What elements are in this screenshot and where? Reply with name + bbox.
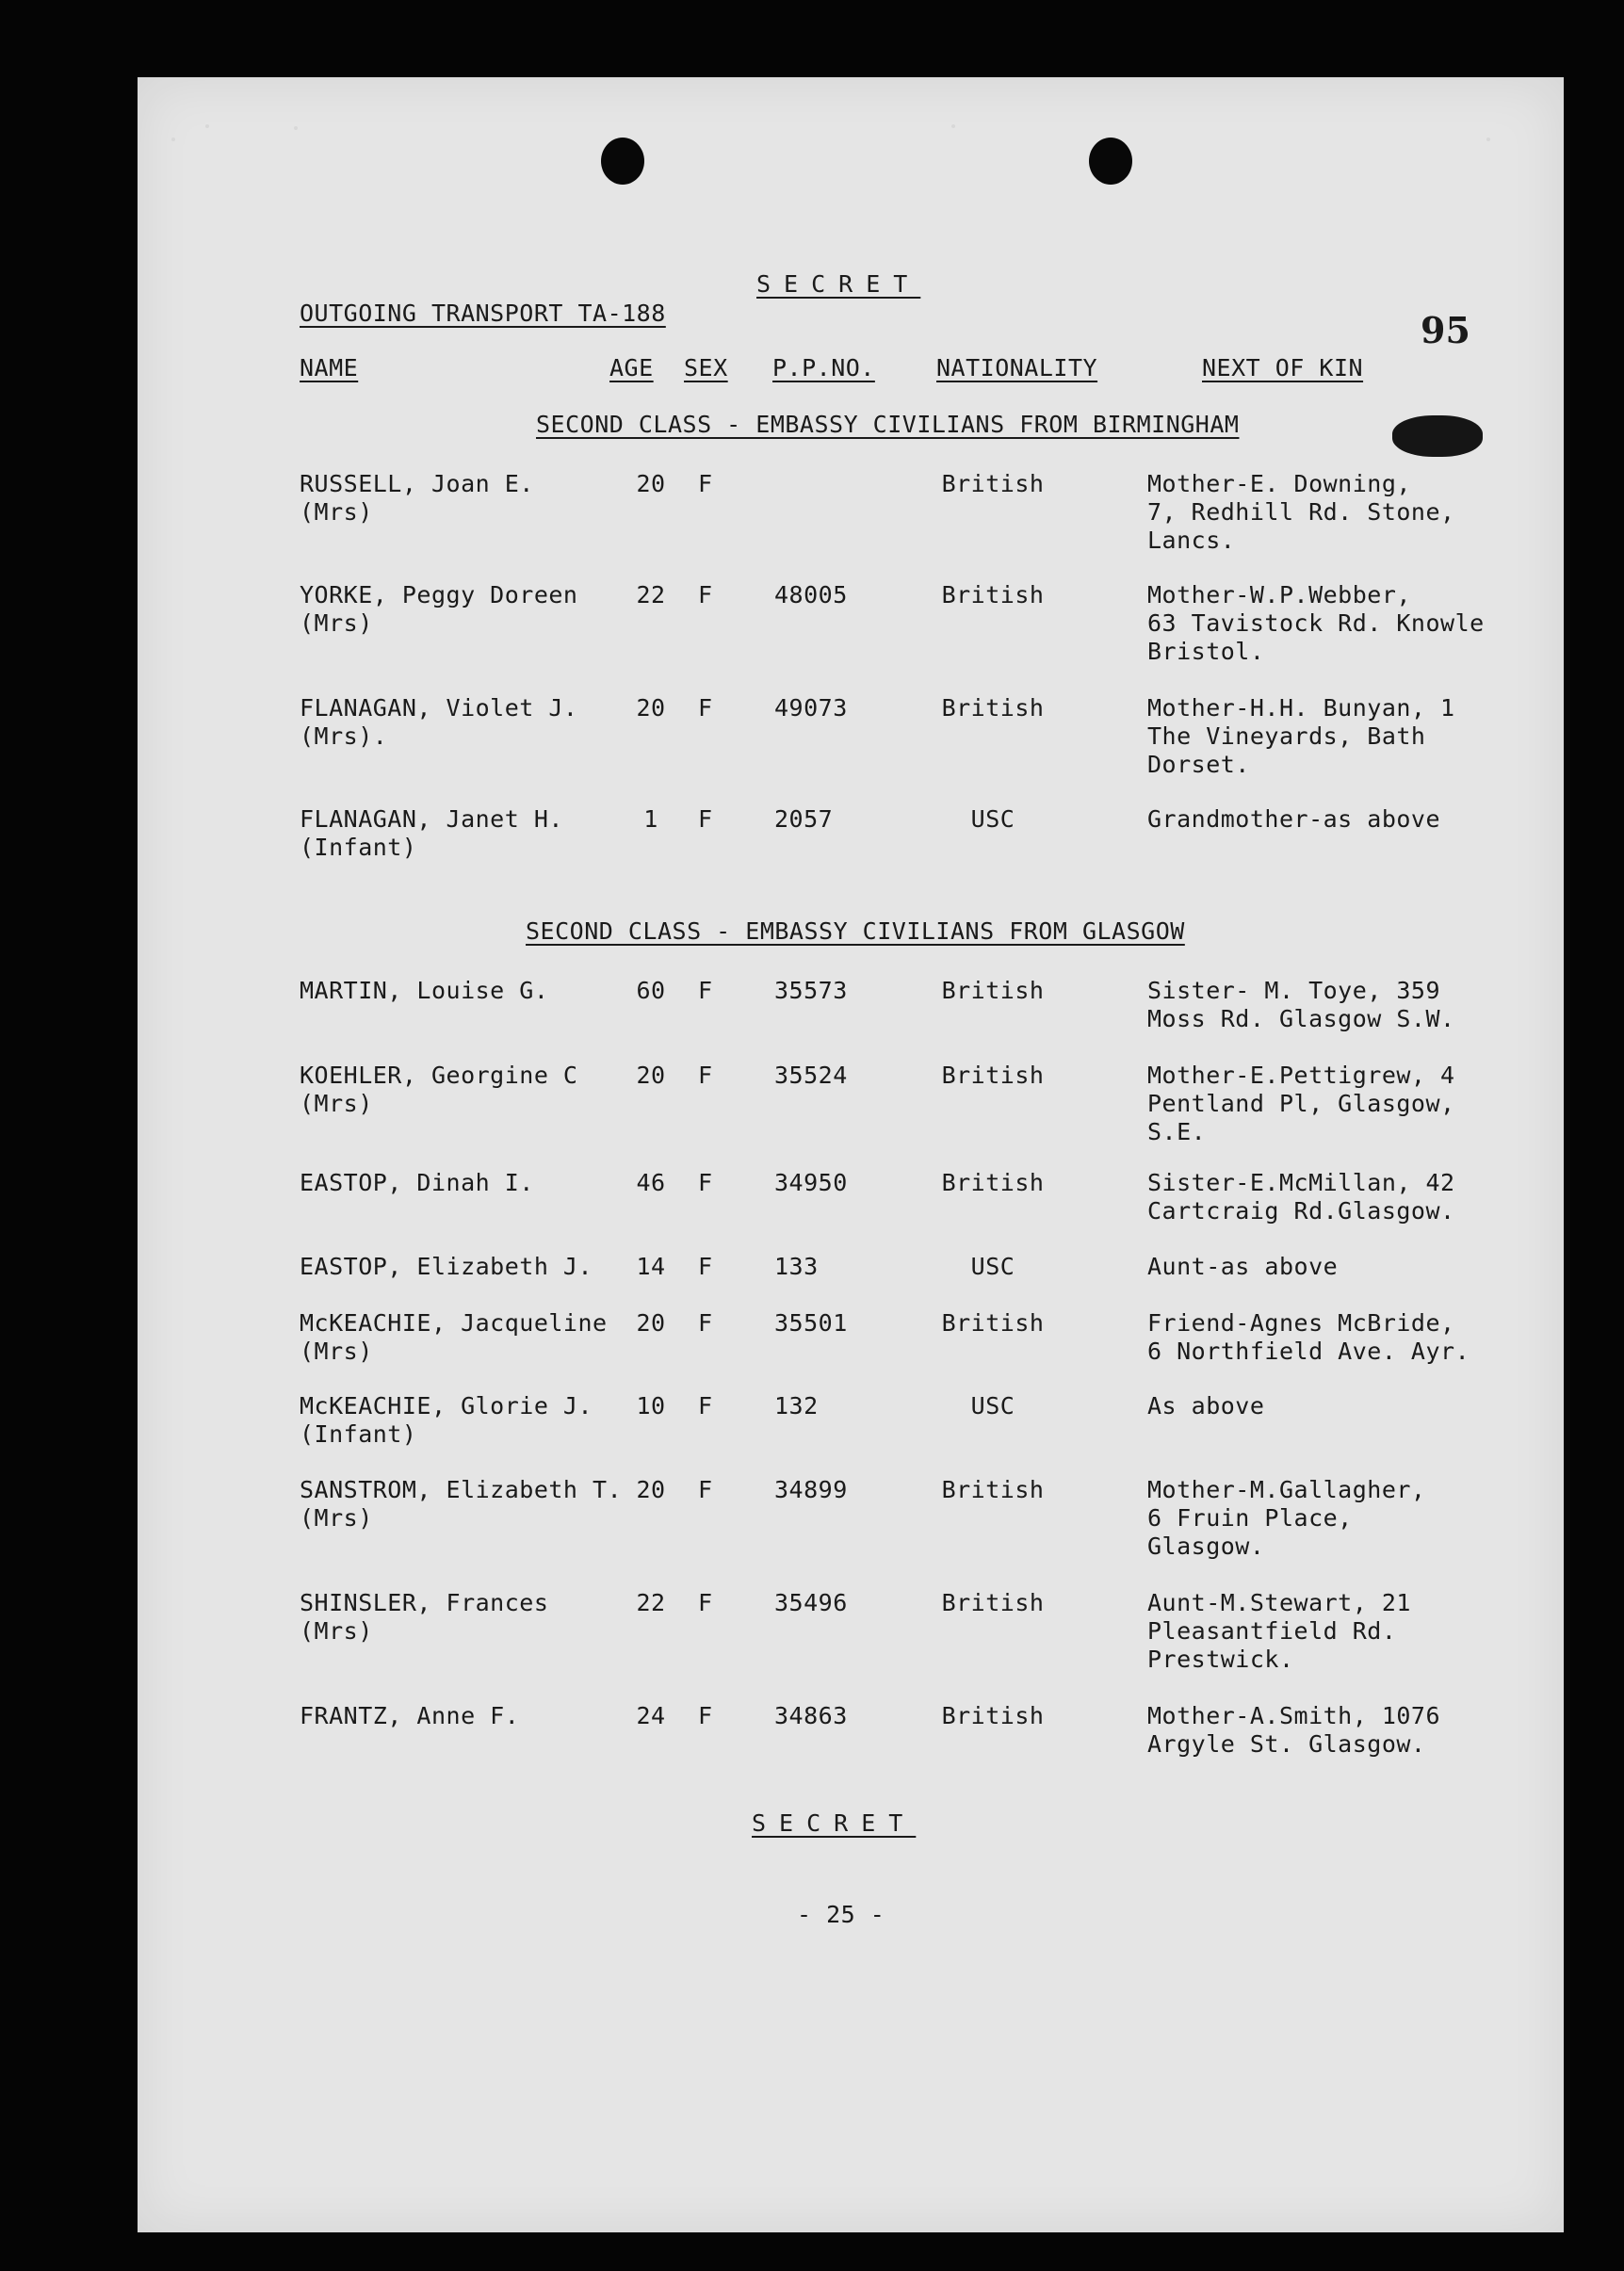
- entry-sex: F: [698, 1253, 713, 1280]
- entry-pp-no: 49073: [774, 694, 848, 722]
- entry-age: 20: [636, 1062, 666, 1089]
- entry-name: EASTOP, Dinah I.: [300, 1169, 534, 1196]
- entry-nationality: USC: [970, 1253, 1015, 1280]
- entry-sex: F: [698, 1392, 713, 1419]
- entry-name: McKEACHIE, Glorie J. (Infant): [300, 1392, 593, 1448]
- entry-sex: F: [698, 1309, 713, 1337]
- entry-next-of-kin: Grandmother-as above: [1147, 805, 1441, 833]
- entry-next-of-kin: Mother-E. Downing, 7, Redhill Rd. Stone, Lancs.: [1147, 470, 1455, 554]
- entry-nationality: British: [941, 1062, 1045, 1089]
- entry-next-of-kin: As above: [1147, 1392, 1265, 1419]
- entry-name: YORKE, Peggy Doreen (Mrs): [300, 581, 578, 637]
- dust-speck: [171, 138, 175, 141]
- entry-sex: F: [698, 1062, 713, 1089]
- entry-nationality: British: [941, 1476, 1045, 1503]
- entry-nationality: British: [941, 1169, 1045, 1196]
- entry-name: FLANAGAN, Janet H. (Infant): [300, 805, 563, 861]
- dust-speck: [1486, 138, 1490, 141]
- entry-name: FRANTZ, Anne F.: [300, 1702, 520, 1729]
- entry-sex: F: [698, 1169, 713, 1196]
- entry-age: 22: [636, 581, 666, 608]
- page-number: - 25 -: [797, 1901, 885, 1928]
- entry-next-of-kin: Mother-H.H. Bunyan, 1 The Vineyards, Bath Dorset.: [1147, 694, 1455, 778]
- dust-speck: [951, 124, 955, 128]
- entry-pp-no: 133: [774, 1253, 819, 1280]
- dust-speck: [205, 124, 209, 128]
- entry-age: 1: [643, 805, 658, 833]
- entry-pp-no: 35496: [774, 1589, 848, 1616]
- entry-pp-no: 2057: [774, 805, 834, 833]
- entry-name: McKEACHIE, Jacqueline (Mrs): [300, 1309, 608, 1365]
- entry-age: 24: [636, 1702, 666, 1729]
- entry-age: 20: [636, 694, 666, 722]
- classification-footer: SECRET: [752, 1809, 917, 1837]
- entry-pp-no: 34950: [774, 1169, 848, 1196]
- entry-nationality: British: [941, 1589, 1045, 1616]
- entry-name: KOEHLER, Georgine C (Mrs): [300, 1062, 578, 1117]
- entry-sex: F: [698, 805, 713, 833]
- entry-age: 60: [636, 977, 666, 1004]
- entry-age: 14: [636, 1253, 666, 1280]
- entry-sex: F: [698, 581, 713, 608]
- entry-name: SANSTROM, Elizabeth T. (Mrs): [300, 1476, 623, 1532]
- page-stamp: 95: [1421, 309, 1470, 351]
- entry-nationality: British: [941, 470, 1045, 497]
- entry-next-of-kin: Mother-W.P.Webber, 63 Tavistock Rd. Knowle Bristol.: [1147, 581, 1485, 665]
- entry-pp-no: 34899: [774, 1476, 848, 1503]
- entry-nationality: USC: [970, 805, 1015, 833]
- punch-hole-left: [601, 138, 644, 185]
- entry-age: 20: [636, 1476, 666, 1503]
- entry-next-of-kin: Friend-Agnes McBride, 6 Northfield Ave. Ayr.: [1147, 1309, 1470, 1365]
- column-header-pp-no: P.P.NO.: [772, 354, 875, 381]
- entry-age: 46: [636, 1169, 666, 1196]
- entry-sex: F: [698, 470, 713, 497]
- entry-pp-no: 132: [774, 1392, 819, 1419]
- entry-age: 22: [636, 1589, 666, 1616]
- dust-speck: [294, 126, 298, 130]
- entry-next-of-kin: Sister- M. Toye, 359 Moss Rd. Glasgow S.W.: [1147, 977, 1455, 1032]
- entry-name: FLANAGAN, Violet J. (Mrs).: [300, 694, 578, 750]
- entry-name: EASTOP, Elizabeth J.: [300, 1253, 593, 1280]
- entry-sex: F: [698, 1589, 713, 1616]
- entry-pp-no: 34863: [774, 1702, 848, 1729]
- entry-nationality: British: [941, 1702, 1045, 1729]
- section-title: SECOND CLASS - EMBASSY CIVILIANS FROM GLASGOW: [526, 917, 1185, 945]
- entry-next-of-kin: Sister-E.McMillan, 42 Cartcraig Rd.Glasgow.: [1147, 1169, 1455, 1225]
- entry-pp-no: 35573: [774, 977, 848, 1004]
- entry-name: SHINSLER, Frances (Mrs): [300, 1589, 549, 1645]
- entry-name: RUSSELL, Joan E. (Mrs): [300, 470, 534, 526]
- column-header-next-of-kin: NEXT OF KIN: [1202, 354, 1364, 381]
- entry-nationality: USC: [970, 1392, 1015, 1419]
- section-title: SECOND CLASS - EMBASSY CIVILIANS FROM BIRMINGHAM: [536, 411, 1240, 438]
- entry-nationality: British: [941, 977, 1045, 1004]
- entry-nationality: British: [941, 1309, 1045, 1337]
- column-header-name: NAME: [300, 354, 359, 381]
- column-header-sex: SEX: [684, 354, 728, 381]
- column-header-age: AGE: [609, 354, 654, 381]
- column-header-nationality: NATIONALITY: [936, 354, 1098, 381]
- entry-nationality: British: [941, 581, 1045, 608]
- entry-next-of-kin: Aunt-M.Stewart, 21 Pleasantfield Rd. Prestwick.: [1147, 1589, 1411, 1673]
- entry-next-of-kin: Mother-A.Smith, 1076 Argyle St. Glasgow.: [1147, 1702, 1441, 1758]
- redaction-mark: [1392, 415, 1483, 457]
- entry-sex: F: [698, 1702, 713, 1729]
- entry-pp-no: 35524: [774, 1062, 848, 1089]
- transport-title: OUTGOING TRANSPORT TA-188: [300, 300, 666, 327]
- entry-name: MARTIN, Louise G.: [300, 977, 549, 1004]
- entry-sex: F: [698, 1476, 713, 1503]
- classification-header: SECRET: [756, 270, 921, 298]
- entry-nationality: British: [941, 694, 1045, 722]
- entry-sex: F: [698, 694, 713, 722]
- entry-age: 20: [636, 470, 666, 497]
- punch-hole-right: [1089, 138, 1132, 185]
- entry-next-of-kin: Aunt-as above: [1147, 1253, 1339, 1280]
- entry-next-of-kin: Mother-E.Pettigrew, 4 Pentland Pl, Glasgow, S.E.: [1147, 1062, 1455, 1145]
- entry-age: 20: [636, 1309, 666, 1337]
- entry-pp-no: 48005: [774, 581, 848, 608]
- entry-age: 10: [636, 1392, 666, 1419]
- entry-pp-no: 35501: [774, 1309, 848, 1337]
- entry-sex: F: [698, 977, 713, 1004]
- entry-next-of-kin: Mother-M.Gallagher, 6 Fruin Place, Glasgow.: [1147, 1476, 1426, 1560]
